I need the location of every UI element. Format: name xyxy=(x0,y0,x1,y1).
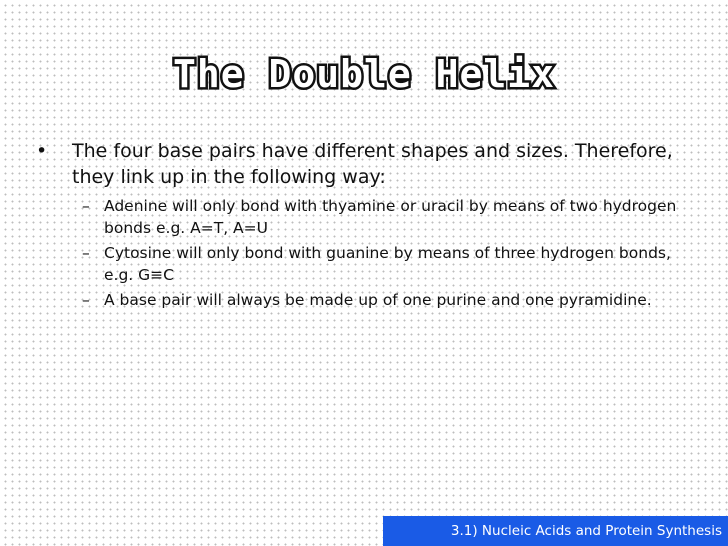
bullet-marker: • xyxy=(36,140,48,162)
main-bullet xyxy=(30,138,700,190)
slide-content xyxy=(30,138,700,314)
sub-bullet-text: Adenine will only bond with thyamine or uracil by means of two hydrogen bonds e.g. A=T, A=U xyxy=(104,197,677,237)
slide-title: The Double Helix xyxy=(172,52,556,96)
sub-bullet-base-pair xyxy=(72,289,700,311)
sub-bullet-list xyxy=(30,195,700,311)
sub-bullet-text: Cytosine will only bond with guanine by means of three hydrogen bonds, e.g. G≡C xyxy=(104,244,671,284)
sub-bullet-marker: – xyxy=(82,244,90,262)
main-bullet-text: The four base pairs have different shapes and sizes. Therefore, they link up in the following way: xyxy=(72,140,673,188)
footer-course-label: 3.1) Nucleic Acids and Protein Synthesis xyxy=(383,516,728,546)
sub-bullet-adenine xyxy=(72,195,700,239)
sub-bullet-text: A base pair will always be made up of one purine and one pyramidine. xyxy=(104,291,652,309)
sub-bullet-marker: – xyxy=(82,197,90,215)
sub-bullet-marker: – xyxy=(82,291,90,309)
sub-bullet-cytosine xyxy=(72,242,700,286)
